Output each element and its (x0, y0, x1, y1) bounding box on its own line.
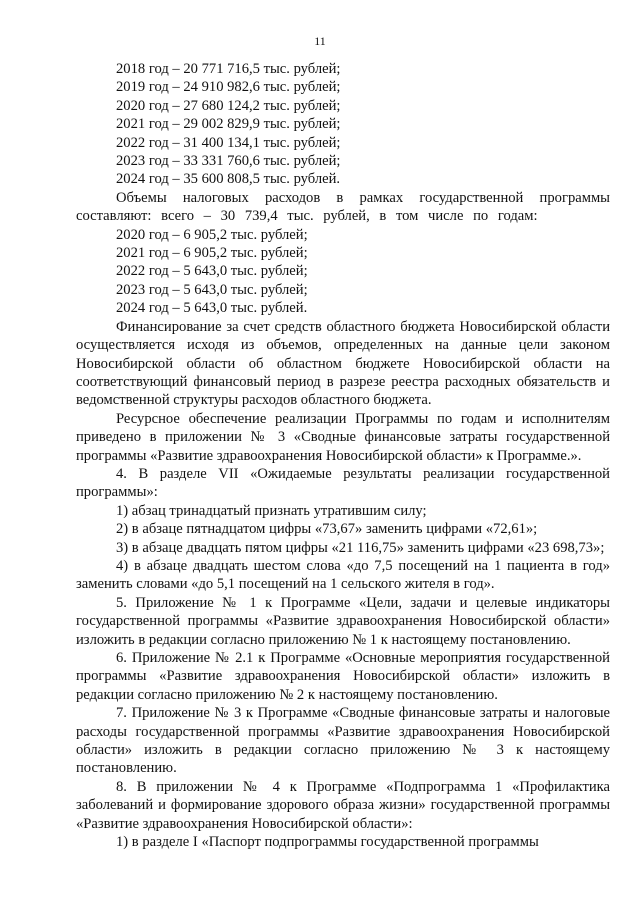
budget-year-line: 2019 год – 24 910 982,6 тыс. рублей; (116, 79, 341, 96)
budget-year-line: 2018 год – 20 771 716,5 тыс. рублей; (116, 61, 341, 77)
item-7-paragraph: 7. Приложение № 3 к Программе «Сводные финансовые затраты и налоговые расходы государственной программы «Развитие здравоохранения Новосибирской области» изложить в редакции согласно приложению № 3 к настоящему постановлению. (76, 705, 610, 777)
tax-year-line: 2023 год – 5 643,0 тыс. рублей; (116, 281, 308, 298)
item-5-paragraph: 5. Приложение № 1 к Программе «Цели, задачи и целевые индикаторы государственной программы «Развитие здравоохранения Новосибирской области» изложить в редакции согласно приложению № 1 к настоящему постановлению. (76, 594, 610, 648)
tax-year-line: 2024 год – 5 643,0 тыс. рублей. (116, 300, 308, 317)
item-4-paragraph: 4. В разделе VII «Ожидаемые результаты реализации государственной программы»: (76, 465, 610, 501)
resource-paragraph: Ресурсное обеспечение реализации Программы по годам и исполнителям приведено в приложении № 3 «Сводные финансовые затраты государственной программы «Развитие здравоохранения Новосибирской области» к Программе.». (76, 410, 610, 464)
subitem-paragraph: 2) в абзаце пятнадцатом цифры «73,67» заменить цифрами «72,61»; (116, 521, 538, 538)
tax-year-line: 2021 год – 6 905,2 тыс. рублей; (116, 245, 308, 262)
tax-year-line: 2022 год – 5 643,0 тыс. рублей; (116, 263, 308, 280)
tax-year-line: 2020 год – 6 905,2 тыс. рублей; (116, 226, 308, 243)
subitem-paragraph: 1) абзац тринадцатый признать утратившим силу; (116, 502, 427, 519)
page-number: 11 (314, 34, 326, 48)
financing-paragraph: Финансирование за счет средств областного бюджета Новосибирской области осуществляется исходя из объемов, определенных на данные цели законом Новосибирской области об областном бюджете Новосибирской области на соответствующий финансовый период в разрезе реестра расходных обязательств и ведомственной структуры расходов областного бюджета. (76, 318, 610, 409)
budget-year-line: 2024 год – 35 600 808,5 тыс. рублей. (116, 171, 341, 188)
tax-expenditure-intro: Объемы налоговых расходов в рамках государственной программы составляют: всего – 30 739,4 тыс. рублей, в том числе по годам: (76, 189, 610, 225)
item-8-paragraph: 8. В приложении № 4 к Программе «Подпрограмма 1 «Профилактика заболеваний и формирование здорового образа жизни» государственной программы «Развитие здравоохранения Новосибирской области»: (76, 778, 610, 832)
item-6-paragraph: 6. Приложение № 2.1 к Программе «Основные мероприятия государственной программы «Развитие здравоохранения Новосибирской области» изложить в редакции согласно приложению № 2 к настоящему постановлению. (76, 650, 610, 703)
budget-year-line: 2020 год – 27 680 124,2 тыс. рублей; (116, 97, 341, 114)
subitem-paragraph: 4) в абзаце двадцать шестом слова «до 7,5 посещений на 1 пациента в год» заменить словами «до 5,1 посещений на 1 сельского жителя в год». (76, 557, 610, 593)
subitem-paragraph: 1) в разделе I «Паспорт подпрограммы государственной программы (116, 834, 539, 851)
subitem-paragraph: 3) в абзаце двадцать пятом цифры «21 116,75» заменить цифрами «23 698,73»; (116, 539, 605, 556)
document-body (76, 60, 610, 851)
budget-year-line: 2021 год – 29 002 829,9 тыс. рублей; (116, 116, 341, 133)
budget-year-line: 2022 год – 31 400 134,1 тыс. рублей; (116, 134, 341, 151)
budget-year-line: 2023 год – 33 331 760,6 тыс. рублей; (116, 153, 341, 170)
